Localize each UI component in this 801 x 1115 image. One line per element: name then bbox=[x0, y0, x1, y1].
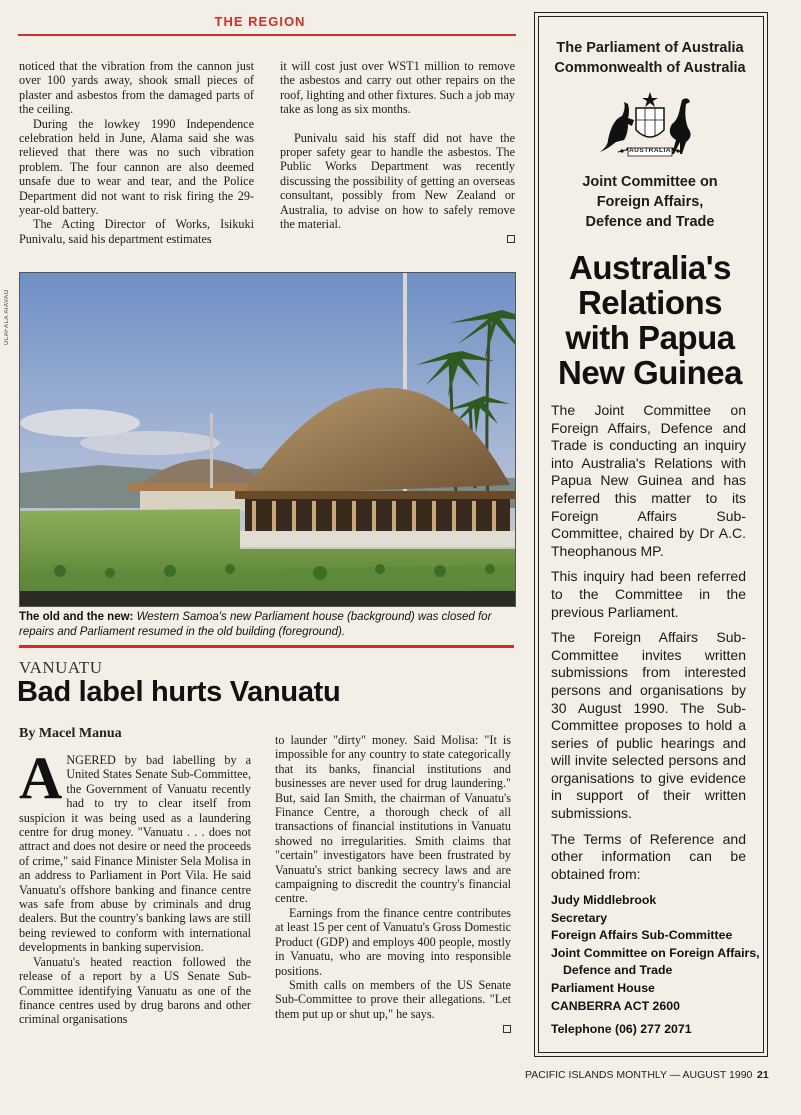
parliament-photo bbox=[19, 272, 516, 607]
ad-org-line: Commonwealth of Australia bbox=[554, 60, 746, 76]
caption-lead: The old and the new: bbox=[19, 611, 134, 623]
article-divider bbox=[19, 645, 514, 648]
vanuatu-col2 bbox=[275, 733, 511, 1033]
ad-contact-block bbox=[551, 892, 760, 1039]
parliament-photo-illustration bbox=[20, 273, 515, 606]
paragraph: it will cost just over WST1 million to remove the asbestos and carry out other repairs on the roof, lighting and other fixtures. Such a job may take as long as six months. bbox=[280, 59, 515, 117]
ad-committee-line: Joint Committee on bbox=[582, 174, 718, 190]
ad-paragraph: The Joint Committee on Foreign Affairs, Defence and Trade is conducting an inquiry into Australia's Relations with Papua New Guinea and has referred this matter to its Foreign Affairs Sub-Committee, chaired by Dr A.C. Theophanous MP. bbox=[551, 402, 746, 559]
article-headline: Bad label hurts Vanuatu bbox=[17, 676, 341, 708]
end-mark-icon bbox=[507, 235, 515, 243]
contact-line: Defence and Trade bbox=[563, 963, 673, 978]
paragraph: Smith calls on members of the US Senate Sub-Committee to prove their allegations. "Let them put up or shut up," he says. bbox=[275, 977, 511, 1021]
article-byline: By Macel Manua bbox=[19, 726, 122, 741]
paragraph: noticed that the vibration from the cannon just over 100 yards away, shook small pieces of plaster and asbestos from the damaged parts of the ceiling. bbox=[19, 59, 254, 117]
ad-committee-line: Defence and Trade bbox=[585, 214, 715, 230]
ad-organisation bbox=[540, 38, 760, 78]
page-footer: PACIFIC ISLANDS MONTHLY — AUGUST 1990 bbox=[525, 1069, 753, 1081]
top-article-col2 bbox=[280, 59, 515, 243]
ad-committee-line: Foreign Affairs, bbox=[596, 194, 704, 210]
ad-title-line: with Papua bbox=[565, 319, 735, 356]
contact-line: Judy Middlebrook bbox=[551, 893, 657, 907]
paragraph: Punivalu said his staff did not have the proper safety gear to handle the asbestos. The Public Works Department was recently discussing the possibility of getting an overseas consultant, possibly from New Zealand or Australia, to advise on how to safely remove the material. bbox=[280, 130, 515, 232]
ad-title bbox=[540, 250, 760, 390]
ad-paragraph: The Terms of Reference and other information can be obtained from: bbox=[551, 830, 746, 882]
section-rule bbox=[18, 34, 516, 36]
ad-title-line: New Guinea bbox=[558, 354, 742, 391]
ad-paragraph: The Foreign Affairs Sub-Committee invites written submissions from interested persons and organisations by 30 August 1990. The Sub-Committee proposes to hold a series of public hearings and will invite selected persons and organisations to give evidence in support of their written submissions. bbox=[551, 629, 746, 822]
paragraph bbox=[19, 745, 251, 955]
page-number: 21 bbox=[757, 1069, 769, 1081]
contact-line: CANBERRA ACT 2600 bbox=[551, 998, 680, 1013]
contact-line: Secretary bbox=[551, 910, 608, 925]
photo-caption bbox=[19, 610, 514, 640]
ad-paragraph: This inquiry had been referred to the Committee in the previous Parliament. bbox=[551, 568, 746, 620]
australia-coat-of-arms-icon bbox=[598, 90, 702, 162]
section-title: THE REGION bbox=[214, 14, 306, 29]
vanuatu-col1 bbox=[19, 745, 251, 1027]
ad-committee-name bbox=[540, 172, 760, 232]
article-kicker: VANUATU bbox=[19, 658, 103, 677]
paragraph: During the lowkey 1990 Independence celebration held in June, Alama said she was relieved that there was no such vibration problem. The four cannon are also deemed unsafe due to wear and tear, and the Police Department did not want to risk firing the 29-year-old battery. bbox=[19, 116, 254, 218]
photo-credit: ULAFALA AIAVAO bbox=[4, 289, 10, 345]
top-article-col1 bbox=[19, 59, 254, 246]
ad-org-line: The Parliament of Australia bbox=[556, 40, 744, 56]
paragraph: Earnings from the finance centre contributes at least 15 per cent of Vanuatu's Gross Domestic Product (GDP) and employs 400 people, mostly in Vanuatu, who are moving into responsible positions. bbox=[275, 905, 511, 978]
contact-telephone: Telephone (06) 277 2071 bbox=[551, 1022, 692, 1037]
paragraph-text: NGERED by bad labelling by a United States Senate Sub-Committee, the Government of Vanuatu recently had to try to clear itself from suspicion it was being used as a laundering centre for drug money. "Vanuatu . . . does not attract and does not desire or need the proceeds of crime," said Finance Minister Sela Molisa in an address to Parliament in Port Vila. He said Vanuatu's offshore banking and finance centre was safe from abuse by criminals and drug dealers. But the country's banking laws are still being reviewed to conform with international developments in banking supervision. bbox=[19, 753, 251, 955]
ad-title-line: Relations bbox=[577, 284, 723, 321]
contact-line: Foreign Affairs Sub-Committee bbox=[551, 928, 733, 943]
paragraph: Vanuatu's heated reaction followed the release of a report by a US Senate Sub-Committee identifying Vanuatu as one of the finance centres used by drug barons and other criminal organisations bbox=[19, 954, 251, 1027]
caption-text: Western Samoa's new Parliament house (background) was closed for repairs and Parliament resumed in the old building (foreground). bbox=[19, 611, 492, 638]
crest-scroll-label: AUSTRALIA bbox=[628, 147, 672, 154]
end-mark-icon bbox=[503, 1025, 511, 1033]
drop-cap: A bbox=[19, 745, 63, 811]
ad-body bbox=[551, 402, 746, 891]
ad-title-line: Australia's bbox=[569, 249, 731, 286]
contact-line: Parliament House bbox=[551, 980, 655, 995]
paragraph: to launder "dirty" money. Said Molisa: "It is impossible for any country to state categorically that its banks, financial institutions and businesses are never used for drug laundering." But, said Ian Smith, the chairman of Vanuatu's Finance Centre, a thorough check of all transactions of financial institutions in Vanuatu showed no irregularities. Smith claims that "certain" investigators have been frustrated by Vanuatu's strict banking secrecy laws and are campaigning to discredit the country's financial centre. bbox=[275, 733, 511, 906]
paragraph: The Acting Director of Works, Isikuki Punivalu, said his department estimates bbox=[19, 217, 254, 246]
contact-line: Joint Committee on Foreign Affairs, bbox=[551, 945, 760, 960]
